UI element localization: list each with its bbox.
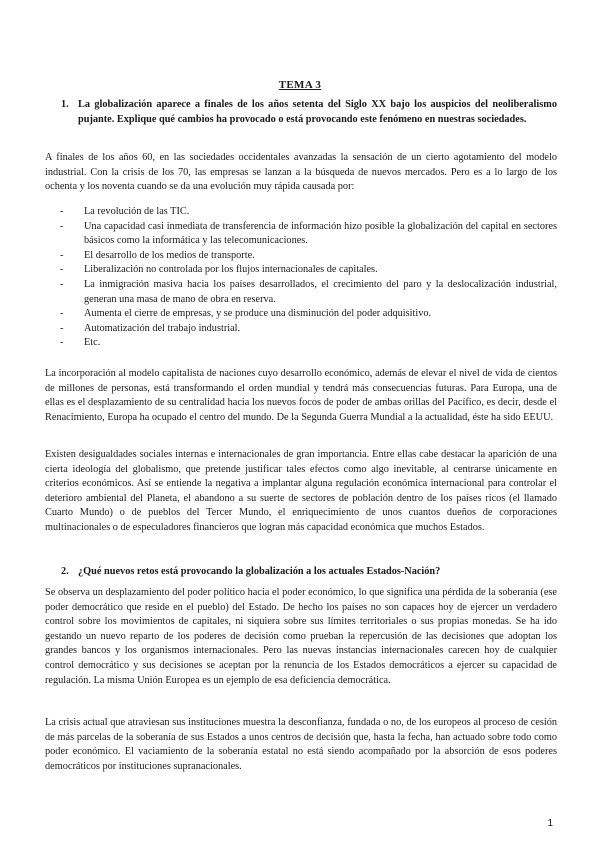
paragraph-1: A finales de los años 60, en las sociedades occidentales avanzadas la sensación de un cierto agotamiento del modelo industrial. Con la crisis de los 70, las empresas se lanzan a la búsqueda de nuevos mercados. Pero es a lo largo de los ochenta y los noventa cuando se da una evolución muy rápida causada por: — [45, 152, 557, 193]
page-number: 1 — [547, 818, 553, 829]
question-1 — [61, 98, 557, 127]
list-item: - La revolución de las TIC. — [60, 206, 190, 217]
paragraph-2: La incorporación al modelo capitalista de naciones cuyo desarrollo económico, además de elevar el nivel de vida de cientos de millones de personas, está transformando el orden mundial y tendrá más consecuencias futuras. Para Europa, una de ellas es el desplazamiento de su centralidad hacia los nuevos focos de poder de ambas orillas del Pacífico, es decir, desde el Renacimiento, Europa ha ocupado el centro del mundo. De la Segunda Guerra Mundial a la actualidad, éste ha sido EEUU. — [45, 368, 557, 423]
question-2-number: 2. — [61, 566, 69, 577]
paragraph-3: Existen desigualdades sociales internas e internacionales de gran importancia. Entre ellas cabe destacar la aparición de una cierta ideología del globalismo, que pretende justificar tales efectos como algo inevitable, al centrarse únicamente en criterios económicos. Así se entiende la negativa a implantar alguna regulación económica internacional para controlar el deterioro ambiental del Planeta, el abandono a su suerte de sectores de población dentro de los países ricos (el llamado Cuarto Mundo) o de pueblos del Tercer Mundo, el enriquecimiento de unos cuantos dueños de corporaciones multinacionales o de especuladores financieros que logran más capacidad económica que muchos Estados. — [45, 449, 557, 533]
question-2 — [61, 565, 557, 580]
list-item: - Etc. — [60, 337, 101, 349]
page-title: TEMA 3 — [278, 79, 322, 91]
list-item: - Una capacidad casi inmediata de transferencia de información hizo posible la globalización del capital en sectores básicos como la informática y las telecomunicaciones. — [60, 220, 557, 247]
bullet-list — [60, 205, 557, 351]
list-item: - Aumenta el cierre de empresas, y se produce una disminución del poder adquisitivo. — [60, 308, 432, 320]
list-item: - Liberalización no controlada por los flujos internacionales de capitales. — [60, 264, 378, 276]
list-item: - Automatización del trabajo industrial. — [60, 322, 241, 334]
question-1-text: La globalización aparece a finales de los años setenta del Siglo XX bajo los auspicios del neoliberalismo pujante. Explique qué cambios ha provocado o está provocando este fenómeno en nuestras sociedades. — [78, 99, 557, 125]
list-item: - La inmigración masiva hacia los países desarrollados, el crecimiento del paro y la deslocalización industrial, generan una masa de mano de obra en reserva. — [60, 278, 557, 305]
paragraph-4: Se observa un desplazamiento del poder político hacia el poder económico, lo que significa una pérdida de la soberanía (ese poder democrático que reside en el pueblo) del Estado. De hecho los países no son capaces hoy de ejercer un verdadero control sobre los movimientos de capitales, ni siquiera sobre sus límites territoriales o sus propias monedas. Se ha ido gestando un nuevo reparto de los poderes de decisión como prueban la repercusión de las decisiones que adoptan los grandes bancos y los organismos internacionales. Pero las nuevas instancias internacionales carecen hoy de cualquier control democrático y sus decisiones se aceptan por la renuncia de los Estados democráticos a ejercer su capacidad de regulación. La misma Unión Europea es un ejemplo de esa deficiencia democrática. — [45, 587, 557, 686]
paragraph-5: La crisis actual que atraviesan sus instituciones muestra la desconfianza, fundada o no, de los europeos al proceso de cesión de más parcelas de la soberanía de sus Estados a unos centros de decisión que, hasta la fecha, han actuado sobre todo como poder económico. El vaciamiento de la soberanía estatal no está siendo acompañado por la absorción de esos poderes democráticos por instituciones supranacionales. — [45, 717, 557, 772]
list-item: - El desarrollo de los medios de transporte. — [60, 249, 255, 261]
question-1-number: 1. — [61, 99, 69, 110]
question-2-text: ¿Qué nuevos retos está provocando la globalización a los actuales Estados-Nación? — [78, 566, 441, 577]
